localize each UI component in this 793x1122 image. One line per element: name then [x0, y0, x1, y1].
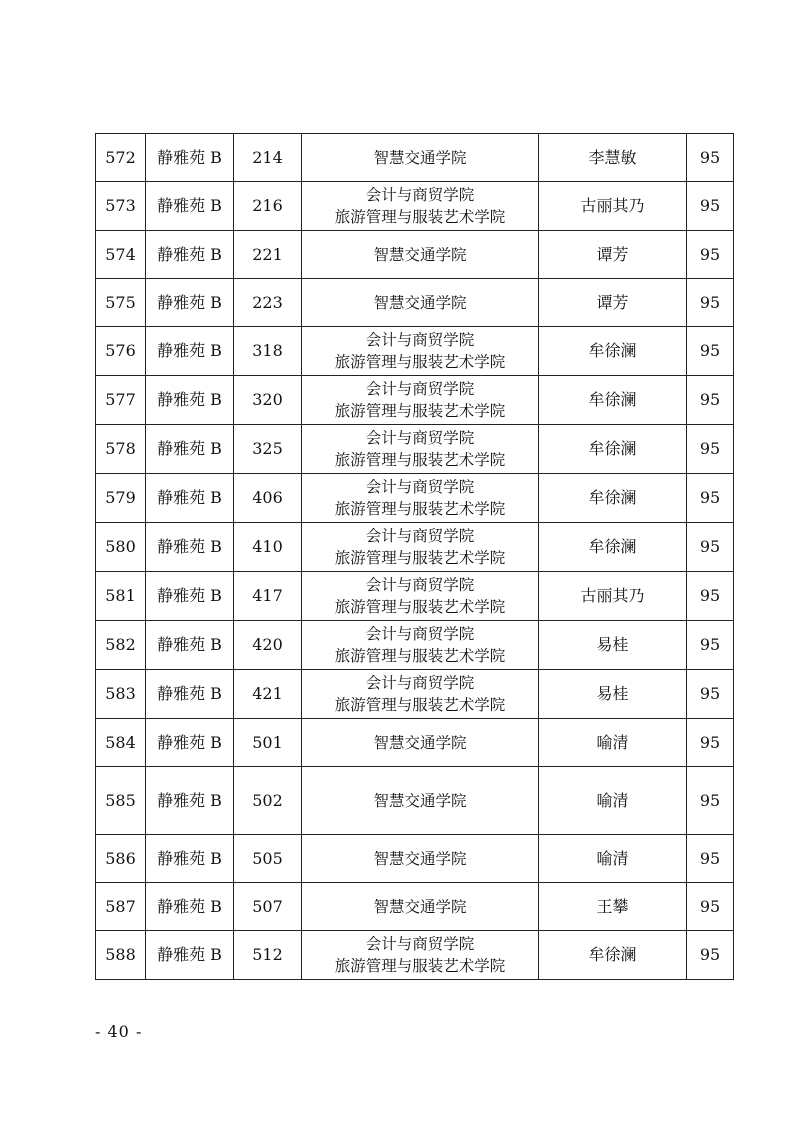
college-name-line: 会计与商贸学院: [365, 429, 475, 447]
score-cell: 95: [687, 719, 734, 767]
score-cell: 95: [687, 883, 734, 931]
inspector-name-cell: 李慧敏: [539, 134, 687, 182]
building-cell: 静雅苑 B: [146, 327, 234, 376]
building-cell: 静雅苑 B: [146, 425, 234, 474]
room-cell: 318: [234, 327, 302, 376]
college-name-line: 会计与商贸学院: [365, 186, 475, 204]
college-cell: [302, 279, 539, 327]
table-row: [96, 376, 734, 425]
table-row: [96, 474, 734, 523]
building-cell: 静雅苑 B: [146, 572, 234, 621]
inspector-name-cell: 易桂: [539, 621, 687, 670]
row-number-cell: 588: [96, 931, 146, 980]
inspector-name-cell: 牟徐澜: [539, 474, 687, 523]
college-cell: [302, 670, 539, 719]
college-name-line: 智慧交通学院: [373, 733, 467, 752]
table-row: [96, 327, 734, 376]
college-name-line: 会计与商贸学院: [365, 478, 475, 496]
building-cell: 静雅苑 B: [146, 670, 234, 719]
inspector-name-cell: 牟徐澜: [539, 523, 687, 572]
score-cell: 95: [687, 767, 734, 835]
row-number-cell: 577: [96, 376, 146, 425]
table-row: [96, 523, 734, 572]
college-name-line: 旅游管理与服装艺术学院: [334, 353, 506, 371]
row-number-cell: 576: [96, 327, 146, 376]
college-name-line: 旅游管理与服装艺术学院: [334, 451, 506, 469]
room-cell: 221: [234, 231, 302, 279]
score-cell: 95: [687, 621, 734, 670]
score-cell: 95: [687, 474, 734, 523]
score-cell: 95: [687, 327, 734, 376]
table-row: [96, 835, 734, 883]
college-cell: [302, 523, 539, 572]
college-name-line: 智慧交通学院: [373, 293, 467, 312]
college-name-line: 会计与商贸学院: [365, 674, 475, 692]
college-name-line: 会计与商贸学院: [365, 380, 475, 398]
college-name-line: 会计与商贸学院: [365, 935, 475, 953]
score-cell: 95: [687, 231, 734, 279]
building-cell: 静雅苑 B: [146, 931, 234, 980]
row-number-cell: 575: [96, 279, 146, 327]
score-cell: 95: [687, 931, 734, 980]
room-cell: 420: [234, 621, 302, 670]
table-row: [96, 767, 734, 835]
building-cell: 静雅苑 B: [146, 474, 234, 523]
college-cell: [302, 719, 539, 767]
row-number-cell: 579: [96, 474, 146, 523]
college-cell: [302, 425, 539, 474]
college-name-line: 会计与商贸学院: [365, 576, 475, 594]
college-name-line: 智慧交通学院: [373, 849, 467, 868]
score-cell: 95: [687, 572, 734, 621]
inspector-name-cell: 牟徐澜: [539, 376, 687, 425]
room-cell: 501: [234, 719, 302, 767]
college-name-line: 会计与商贸学院: [365, 527, 475, 545]
building-cell: 静雅苑 B: [146, 134, 234, 182]
college-cell: [302, 376, 539, 425]
row-number-cell: 574: [96, 231, 146, 279]
table-row: [96, 572, 734, 621]
row-number-cell: 587: [96, 883, 146, 931]
table-row: [96, 182, 734, 231]
inspector-name-cell: 牟徐澜: [539, 327, 687, 376]
college-name-line: 旅游管理与服装艺术学院: [334, 549, 506, 567]
dormitory-score-table: [95, 133, 734, 980]
room-cell: 507: [234, 883, 302, 931]
inspector-name-cell: 王攀: [539, 883, 687, 931]
score-cell: 95: [687, 134, 734, 182]
row-number-cell: 582: [96, 621, 146, 670]
row-number-cell: 585: [96, 767, 146, 835]
inspector-name-cell: 易桂: [539, 670, 687, 719]
college-cell: [302, 835, 539, 883]
room-cell: 406: [234, 474, 302, 523]
table-row: [96, 670, 734, 719]
room-cell: 216: [234, 182, 302, 231]
college-name-line: 旅游管理与服装艺术学院: [334, 208, 506, 226]
room-cell: 505: [234, 835, 302, 883]
inspector-name-cell: 古丽其乃: [539, 182, 687, 231]
college-name-line: 智慧交通学院: [373, 791, 467, 810]
college-name-line: 智慧交通学院: [373, 148, 467, 167]
college-cell: [302, 572, 539, 621]
inspector-name-cell: 谭芳: [539, 279, 687, 327]
building-cell: 静雅苑 B: [146, 621, 234, 670]
building-cell: 静雅苑 B: [146, 883, 234, 931]
college-cell: [302, 231, 539, 279]
college-cell: [302, 474, 539, 523]
score-cell: 95: [687, 670, 734, 719]
room-cell: 512: [234, 931, 302, 980]
table-row: [96, 931, 734, 980]
building-cell: 静雅苑 B: [146, 523, 234, 572]
row-number-cell: 580: [96, 523, 146, 572]
college-name-line: 智慧交通学院: [373, 897, 467, 916]
college-name-line: 旅游管理与服装艺术学院: [334, 696, 506, 714]
row-number-cell: 573: [96, 182, 146, 231]
score-cell: 95: [687, 425, 734, 474]
inspector-name-cell: 牟徐澜: [539, 425, 687, 474]
building-cell: 静雅苑 B: [146, 231, 234, 279]
building-cell: 静雅苑 B: [146, 279, 234, 327]
score-cell: 95: [687, 376, 734, 425]
row-number-cell: 572: [96, 134, 146, 182]
inspector-name-cell: 喻清: [539, 719, 687, 767]
room-cell: 417: [234, 572, 302, 621]
score-cell: 95: [687, 279, 734, 327]
college-cell: [302, 621, 539, 670]
college-cell: [302, 931, 539, 980]
college-name-line: 旅游管理与服装艺术学院: [334, 402, 506, 420]
table-row: [96, 719, 734, 767]
room-cell: 214: [234, 134, 302, 182]
row-number-cell: 586: [96, 835, 146, 883]
room-cell: 223: [234, 279, 302, 327]
building-cell: 静雅苑 B: [146, 182, 234, 231]
college-name-line: 旅游管理与服装艺术学院: [334, 647, 506, 665]
row-number-cell: 584: [96, 719, 146, 767]
room-cell: 421: [234, 670, 302, 719]
table-row: [96, 883, 734, 931]
table-row: [96, 425, 734, 474]
table-row: [96, 231, 734, 279]
inspector-name-cell: 谭芳: [539, 231, 687, 279]
inspector-name-cell: 古丽其乃: [539, 572, 687, 621]
row-number-cell: 583: [96, 670, 146, 719]
college-name-line: 智慧交通学院: [373, 245, 467, 264]
page-number: - 40 -: [95, 1022, 143, 1041]
room-cell: 410: [234, 523, 302, 572]
college-name-line: 旅游管理与服装艺术学院: [334, 957, 506, 975]
table-body: [96, 134, 734, 980]
college-cell: [302, 134, 539, 182]
building-cell: 静雅苑 B: [146, 835, 234, 883]
college-name-line: 会计与商贸学院: [365, 625, 475, 643]
inspector-name-cell: 喻清: [539, 767, 687, 835]
score-cell: 95: [687, 835, 734, 883]
room-cell: 502: [234, 767, 302, 835]
inspector-name-cell: 牟徐澜: [539, 931, 687, 980]
table-row: [96, 134, 734, 182]
college-cell: [302, 182, 539, 231]
table-row: [96, 279, 734, 327]
row-number-cell: 578: [96, 425, 146, 474]
college-name-line: 会计与商贸学院: [365, 331, 475, 349]
building-cell: 静雅苑 B: [146, 719, 234, 767]
college-cell: [302, 327, 539, 376]
table-row: [96, 621, 734, 670]
building-cell: 静雅苑 B: [146, 376, 234, 425]
building-cell: 静雅苑 B: [146, 767, 234, 835]
inspector-name-cell: 喻清: [539, 835, 687, 883]
college-cell: [302, 883, 539, 931]
room-cell: 325: [234, 425, 302, 474]
college-cell: [302, 767, 539, 835]
college-name-line: 旅游管理与服装艺术学院: [334, 500, 506, 518]
score-cell: 95: [687, 182, 734, 231]
score-cell: 95: [687, 523, 734, 572]
college-name-line: 旅游管理与服装艺术学院: [334, 598, 506, 616]
row-number-cell: 581: [96, 572, 146, 621]
room-cell: 320: [234, 376, 302, 425]
